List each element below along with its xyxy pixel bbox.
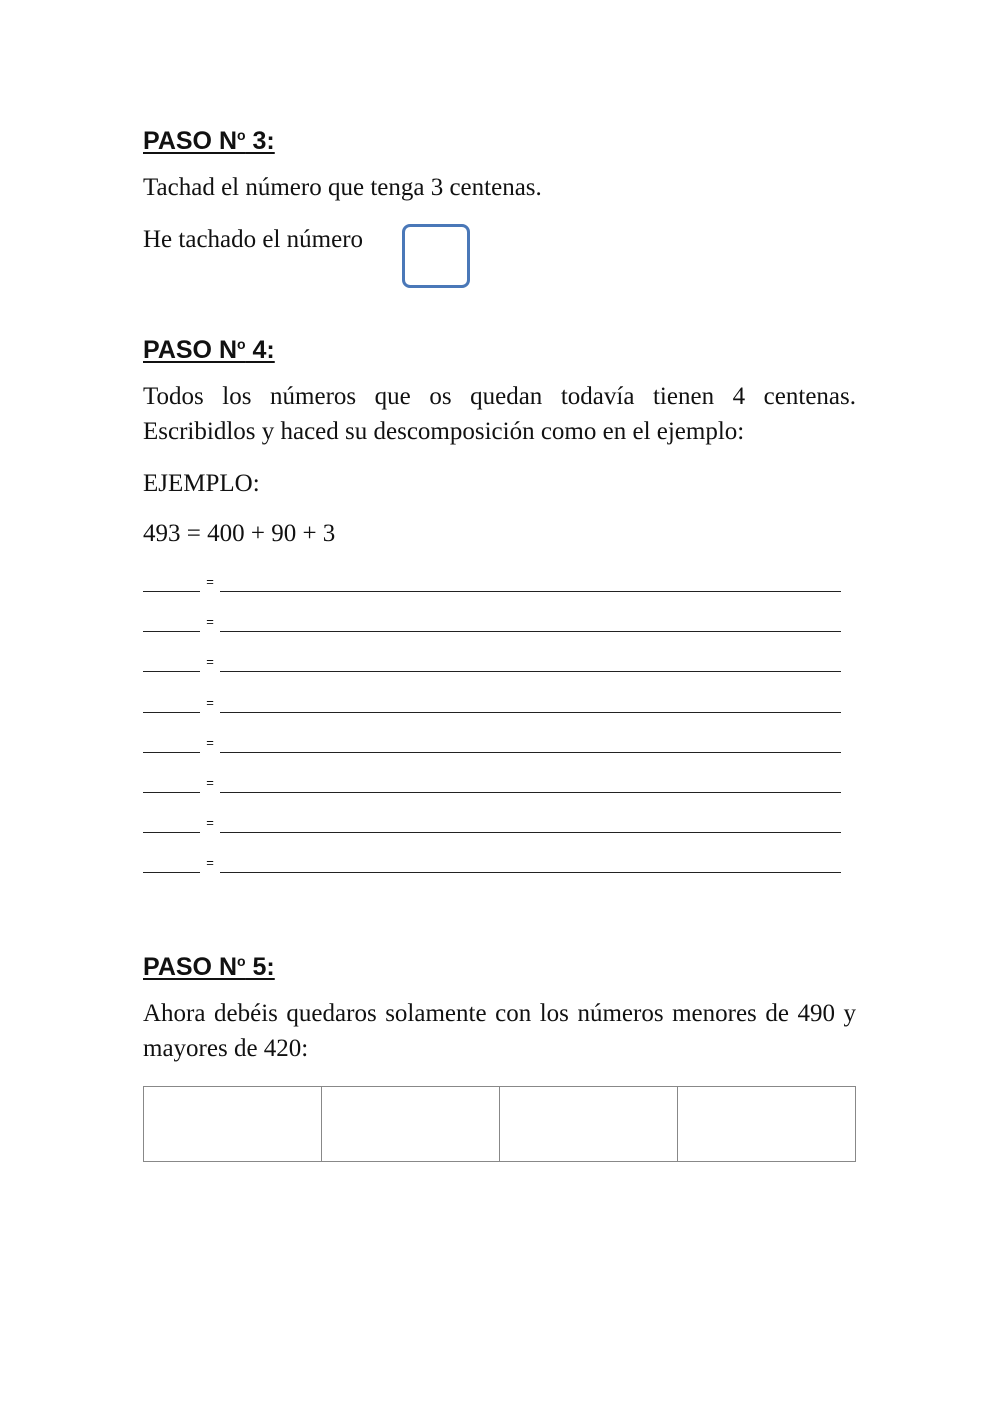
- step4-instruction: Todos los números que os quedan todavía tienen 4 centenas. Escribidlos y haced su descomposición como en el ejemplo:: [143, 383, 856, 445]
- number-blank[interactable]: [143, 613, 200, 632]
- equals-sign: =: [206, 775, 214, 790]
- equals-sign: =: [206, 815, 214, 831]
- step4-example: 493 = 400 + 90 + 3: [143, 520, 336, 547]
- equals-sign: =: [206, 694, 214, 710]
- answer-cell[interactable]: [678, 1087, 856, 1162]
- equals-sign: =: [206, 855, 214, 871]
- step3-answer-label: He tachado el número: [143, 226, 364, 253]
- answer-table: [143, 1086, 856, 1162]
- answer-cell[interactable]: [322, 1087, 500, 1162]
- decomposition-row: [143, 769, 843, 793]
- decomposition-blank[interactable]: [220, 854, 841, 873]
- step5-instruction: Ahora debéis quedaros solamente con los números menores de 490 y mayores de 420:: [143, 1000, 856, 1062]
- equals-sign: =: [206, 574, 214, 589]
- decomposition-blank[interactable]: [220, 774, 841, 793]
- decomposition-blank[interactable]: [220, 694, 841, 713]
- number-blank[interactable]: [143, 774, 200, 793]
- number-blank[interactable]: [143, 694, 200, 713]
- number-blank[interactable]: [143, 573, 200, 592]
- step4-heading: PASO $N^o$ 4:: [143, 336, 275, 364]
- step4-example-label: EJEMPLO:: [143, 470, 260, 497]
- decomposition-row: [143, 729, 843, 753]
- decomposition-blank[interactable]: [220, 613, 841, 632]
- decomposition-blank[interactable]: [220, 734, 841, 753]
- decomposition-blank[interactable]: [220, 653, 841, 672]
- answer-cell[interactable]: [144, 1087, 322, 1162]
- equals-sign: =: [206, 734, 214, 750]
- answer-cell[interactable]: [500, 1087, 678, 1162]
- decomposition-row: [143, 689, 843, 713]
- decomposition-row: [143, 849, 843, 873]
- step5-heading: PASO $N^o$ 5:: [143, 953, 275, 981]
- number-blank[interactable]: [143, 814, 200, 833]
- equals-sign: =: [206, 614, 214, 630]
- number-blank[interactable]: [143, 653, 200, 672]
- step3-heading: PASO $N^o$ 3:: [143, 127, 275, 155]
- equals-sign: =: [206, 654, 214, 670]
- answer-table-row: [144, 1087, 856, 1162]
- number-blank[interactable]: [143, 854, 200, 873]
- decomposition-row: [143, 809, 843, 833]
- number-blank[interactable]: [143, 734, 200, 753]
- crossed-number-answer-box[interactable]: [402, 224, 470, 288]
- decomposition-row: [143, 568, 843, 592]
- decomposition-row: [143, 648, 843, 672]
- step3-instruction: Tachad el número que tenga 3 centenas.: [143, 174, 542, 201]
- decomposition-blank[interactable]: [220, 814, 841, 833]
- decomposition-row: [143, 608, 843, 632]
- decomposition-blank[interactable]: [220, 573, 841, 592]
